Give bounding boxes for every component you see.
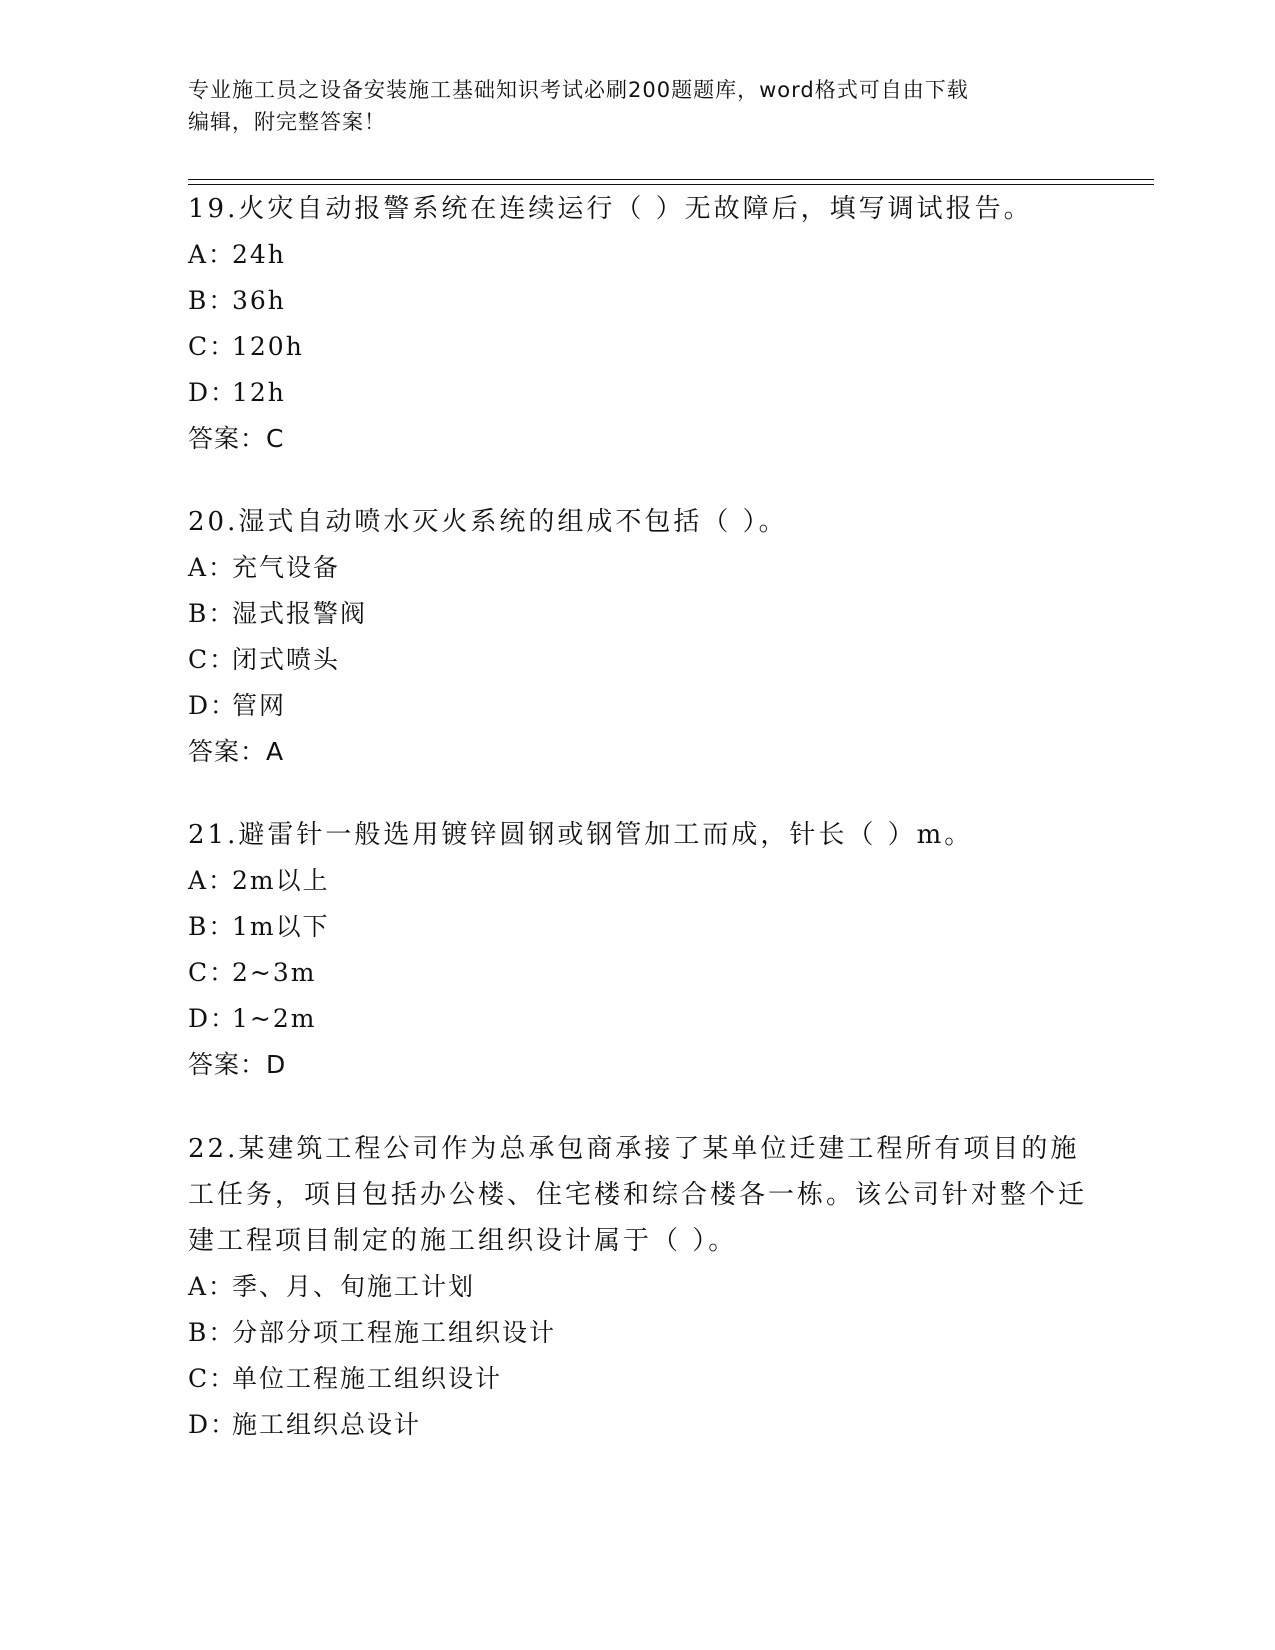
- option-text: 1m以下: [232, 912, 330, 941]
- option-key: D：: [188, 1004, 238, 1033]
- header-rule-bottom: [188, 184, 1154, 185]
- option-key: B：: [188, 1318, 236, 1347]
- option-key: A：: [188, 553, 236, 582]
- answer: 答案：C: [188, 424, 285, 453]
- header-line-1: 专业施工员之设备安装施工基础知识考试必刷200题题库，word格式可自由下载: [188, 78, 969, 102]
- option-c: [188, 324, 1088, 370]
- option-a: [188, 545, 1088, 591]
- option-d: [188, 683, 1088, 729]
- option-a: [188, 232, 1088, 278]
- option-text: 2~3m: [232, 958, 317, 987]
- question-21: [188, 812, 1088, 1088]
- option-text: 管网: [232, 691, 287, 720]
- option-a: [188, 1264, 1088, 1310]
- option-text: 1~2m: [232, 1004, 317, 1033]
- option-key: A：: [188, 1272, 236, 1301]
- option-key: B：: [188, 286, 236, 315]
- option-text: 120h: [232, 332, 304, 361]
- question-stem: 22.某建筑工程公司作为总承包商承接了某单位迁建工程所有项目的施工任务，项目包括办公楼、住宅楼和综合楼各一栋。该公司针对整个迁建工程项目制定的施工组织设计属于（ ）。: [188, 1134, 1088, 1256]
- option-text: 12h: [232, 378, 286, 407]
- question-stem: 19.火灾自动报警系统在连续运行（ ）无故障后，填写调试报告。: [188, 194, 1033, 224]
- option-d: [188, 996, 1088, 1042]
- document-header: [188, 74, 1088, 138]
- option-c: [188, 950, 1088, 996]
- option-text: 2m以上: [232, 866, 330, 895]
- option-b: [188, 1310, 1088, 1356]
- option-text: 充气设备: [232, 553, 341, 582]
- question-20: [188, 499, 1088, 775]
- option-text: 季、月、旬施工计划: [232, 1272, 476, 1301]
- option-c: [188, 637, 1088, 683]
- option-text: 分部分项工程施工组织设计: [232, 1318, 557, 1347]
- option-text: 施工组织总设计: [232, 1410, 422, 1439]
- option-text: 湿式报警阀: [232, 599, 368, 628]
- option-a: [188, 858, 1088, 904]
- option-d: [188, 1402, 1088, 1448]
- option-key: A：: [188, 240, 236, 269]
- option-text: 闭式喷头: [232, 645, 341, 674]
- option-c: [188, 1356, 1088, 1402]
- option-key: B：: [188, 912, 236, 941]
- question-stem: 20.湿式自动喷水灭火系统的组成不包括（ ）。: [188, 507, 788, 537]
- option-key: D：: [188, 1410, 238, 1439]
- option-key: A：: [188, 866, 236, 895]
- option-d: [188, 370, 1088, 416]
- option-key: D：: [188, 378, 238, 407]
- option-key: C：: [188, 645, 237, 674]
- option-key: C：: [188, 958, 237, 987]
- option-key: C：: [188, 332, 237, 361]
- option-b: [188, 904, 1088, 950]
- answer: 答案：A: [188, 737, 285, 766]
- question-22: [188, 1126, 1088, 1448]
- answer: 答案：D: [188, 1050, 287, 1079]
- question-stem: 21.避雷针一般选用镀锌圆钢或钢管加工而成，针长（ ）m。: [188, 820, 974, 850]
- header-rule-top: [188, 179, 1154, 180]
- option-text: 单位工程施工组织设计: [232, 1364, 503, 1393]
- option-key: D：: [188, 691, 238, 720]
- question-19: [188, 186, 1088, 462]
- option-text: 36h: [232, 286, 286, 315]
- option-text: 24h: [232, 240, 286, 269]
- header-line-2: 编辑，附完整答案！: [188, 110, 386, 134]
- option-b: [188, 278, 1088, 324]
- option-b: [188, 591, 1088, 637]
- option-key: B：: [188, 599, 236, 628]
- option-key: C：: [188, 1364, 237, 1393]
